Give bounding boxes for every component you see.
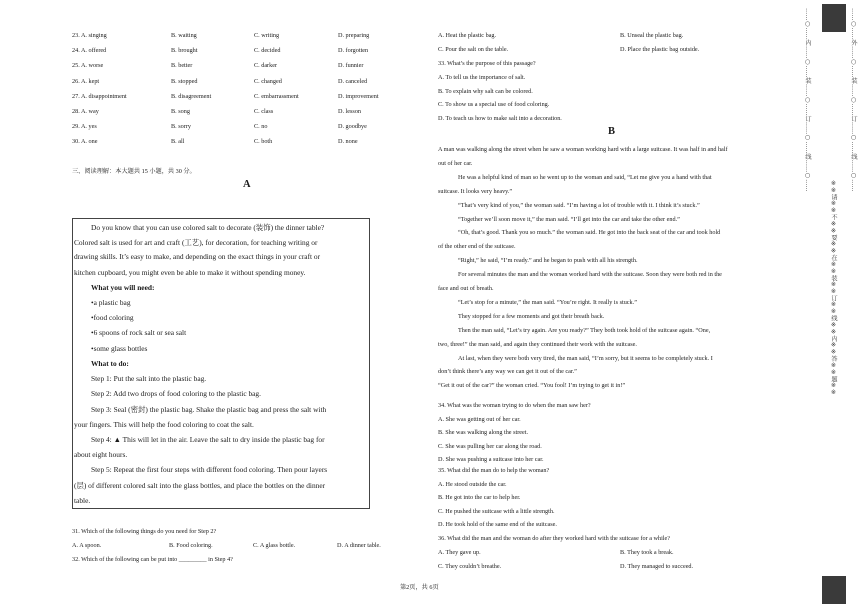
passage-a-line: What to do: <box>91 358 129 368</box>
passage-a-line: •food coloring <box>91 313 134 323</box>
passage-b-line: don’t think there’s any way we can get it out of the car.” <box>438 368 577 376</box>
option-d: D. preparing <box>338 32 370 39</box>
option-b: B. all <box>171 138 185 146</box>
question-35-option: C. He pushed the suitcase with a little strength. <box>438 507 555 515</box>
option-c: C. both <box>254 138 273 146</box>
passage-a-line: •6 spoons of rock salt or sea salt <box>91 328 187 338</box>
passage-a-line: drawing skills. It’s easy to make, and depending on the exact things in your craft or <box>74 252 321 262</box>
passage-a-line: Colored salt is used for art and craft (工艺), for decoration, for teaching writing or <box>74 238 318 248</box>
binding-dots-inner: ……○……内……○……装……○……订……○……线……○…… <box>804 8 811 192</box>
passage-b-line: Then the man said, “Let’s try again. Are you ready?” They both took hold of the suitcase again. “One, <box>458 326 711 334</box>
passage-b-line: of the other end of the suitcase. <box>438 243 516 251</box>
binding-dots-outer: ……○……外……○……装……○……订……○……线……○…… <box>850 8 857 192</box>
option-b: B. sorry <box>171 123 191 131</box>
option-a: 28. A. way <box>72 108 99 115</box>
page-footer: 第2页，共 6页 <box>400 584 439 591</box>
passage-a-line: •some glass bottles <box>91 343 148 353</box>
passage-b-line: out of her car. <box>438 159 473 167</box>
question-31-option: A. A spoon. <box>72 542 102 549</box>
binding-strip <box>822 0 846 608</box>
passage-a-title: A <box>243 179 251 190</box>
option-a: 29. A. yes <box>72 123 97 131</box>
question-36-option: C. They couldn’t breathe. <box>438 563 502 570</box>
passage-b-line: “Let’s stop for a minute,” the man said. “You’re right. It really is stuck.” <box>458 298 637 306</box>
passage-a-line: kitchen cupboard, you might even be able to make it without spending money. <box>74 267 306 277</box>
passage-b-line: “Get it out of the car?” the woman cried. “You fool! I’m trying to get it in!” <box>438 382 626 390</box>
question-33: 33. What’s the purpose of this passage? <box>438 60 536 67</box>
option-c: C. class <box>254 108 274 115</box>
option-a: 30. A. one <box>72 138 98 146</box>
passage-a-line: Step 4: ▲ This will let in the air. Leave the salt to dry inside the plastic bag for <box>91 434 325 444</box>
question-32-option: B. Unseal the plastic bag. <box>620 32 684 39</box>
option-b: B. brought <box>171 47 198 55</box>
question-32: 32. Which of the following can be put into _________ in Step 4? <box>72 556 233 563</box>
passage-b-title: B <box>608 126 616 137</box>
question-34-option: D. She was pushing a suitcase into her car. <box>438 456 544 463</box>
option-d: D. canceled <box>338 77 368 85</box>
question-31-option: C. A glass bottle. <box>253 542 296 549</box>
passage-b-line: suitcase. It looks very heavy.” <box>438 187 513 195</box>
passage-a-line: Step 1: Put the salt into the plastic bag. <box>91 374 207 383</box>
option-c: C. decided <box>254 47 281 55</box>
option-d: D. goodbye <box>338 123 367 131</box>
question-33-option: B. To explain why salt can be colored. <box>438 87 533 95</box>
passage-a-line: Step 5: Repeat the first four steps with different food coloring. Then pour layers <box>91 465 328 475</box>
question-31-option: D. A dinner table. <box>337 542 381 549</box>
question-35: 35. What did the man do to help the woman? <box>438 467 550 474</box>
option-a: 23. A. singing <box>72 32 107 39</box>
option-b: B. stopped <box>171 77 198 85</box>
question-35-option: A. He stood outside the car. <box>438 480 507 488</box>
question-33-option: C. To show us a special use of food coloring. <box>438 101 550 108</box>
passage-a-line: •a plastic bag <box>91 298 131 307</box>
question-36-option: D. They managed to succeed. <box>620 563 694 570</box>
question-34-option: B. She was walking along the street. <box>438 429 529 436</box>
question-31: 31. Which of the following things do you need for Step 2? <box>72 528 217 535</box>
question-31-option: B. Food coloring. <box>169 542 213 549</box>
option-a: 24. A. offered <box>72 47 107 55</box>
question-32-option: C. Pour the salt on the table. <box>438 46 509 53</box>
passage-a-line: What you will need: <box>91 282 155 292</box>
question-36-option: B. They took a break. <box>620 549 674 556</box>
question-34-option: A. She was getting out of her car. <box>438 415 521 423</box>
passage-b-line: “Oh, that’s good. Thank you so much.” the woman said. He got into the back seat of the car and took hold <box>458 229 721 237</box>
option-a: 25. A. worse <box>72 62 104 70</box>
passage-b-line: For several minutes the man and the woman worked hard with the suitcase. Soon they were both red in the <box>458 271 722 279</box>
passage-b-line: “That’s very kind of you,” the woman said. “I’m having a lot of trouble with it. I think it’s stuck.” <box>458 201 700 209</box>
option-d: D. forgotten <box>338 47 369 55</box>
option-b: B. waiting <box>171 32 197 39</box>
passage-a-line: (层) of different colored salt into the glass bottles, and place the bottles on the dinner <box>74 481 326 491</box>
passage-a-line: Step 2: Add two drops of food coloring to the plastic bag. <box>91 389 261 399</box>
binding-warning: ※※请※※不※※要※※在※※装※※订※※线※※内※※答※※题※※ <box>830 180 837 396</box>
passage-a-line: table. <box>74 495 91 505</box>
question-33-option: A. To tell us the importance of salt. <box>438 74 526 81</box>
section-heading: 三、阅读理解：本大题共 15 小题，共 30 分。 <box>72 168 196 175</box>
passage-b-line: He was a helpful kind of man so he went up to the woman and said, “Let me give you a hand with that <box>458 173 712 181</box>
option-d: D. improvement <box>338 92 379 100</box>
passage-a-line: your fingers. This will help the food coloring to coat the salt. <box>74 419 254 429</box>
passage-b-line: “Together we’ll soon move it,” the man said. “I’ll get into the car and take the other end.” <box>458 215 680 223</box>
question-35-option: B. He got into the car to help her. <box>438 494 521 501</box>
passage-b-line: At last, when they were both very tired, the man said, “I’m sorry, but it seems to be completely stuck. I <box>458 354 713 362</box>
option-c: C. changed <box>254 77 282 85</box>
option-c: C. no <box>254 123 268 131</box>
option-d: D. lesson <box>338 108 362 115</box>
question-36: 36. What did the man and the woman do after they worked hard with the suitcase for a while? <box>438 535 671 542</box>
question-36-option: A. They gave up. <box>438 549 481 556</box>
question-32-option: A. Heat the plastic bag. <box>438 32 497 39</box>
passage-b-line: “Right,” he said, “I’m ready.” and he began to push with all his strength. <box>458 257 638 265</box>
passage-a-line: Step 3: Seal (密封) the plastic bag. Shake the plastic bag and press the salt with <box>91 405 327 415</box>
option-a: 27. A. disappointment <box>72 92 127 100</box>
option-a: 26. A. kept <box>72 77 100 85</box>
passage-b-line: face and out of breath. <box>438 285 494 292</box>
passage-b-line: A man was walking along the street when he saw a woman working hard with a large suitcase. It was half in and half <box>438 146 728 153</box>
passage-a-line: about eight hours. <box>74 450 128 459</box>
passage-a-line: Do you know that you can use colored salt to decorate (装饰) the dinner table? <box>91 223 325 232</box>
option-c: C. darker <box>254 62 278 70</box>
option-d: D. none <box>338 138 358 146</box>
question-35-option: D. He took hold of the same end of the suitcase. <box>438 521 557 528</box>
option-c: C. embarrassment <box>254 92 299 100</box>
binding-block-bottom <box>822 576 846 604</box>
binding-block-top <box>822 4 846 32</box>
question-34: 34. What was the woman trying to do when the man saw her? <box>438 402 591 409</box>
option-b: B. song <box>171 108 190 115</box>
question-34-option: C. She was pulling her car along the road. <box>438 442 542 450</box>
question-32-option: D. Place the plastic bag outside. <box>620 46 700 53</box>
option-b: B. disagreement <box>171 92 212 100</box>
passage-b-line: They stopped for a few moments and got their breath back. <box>458 312 605 320</box>
option-c: C. writing <box>254 32 280 39</box>
question-33-option: D. To teach us how to make salt into a decoration. <box>438 114 562 122</box>
passage-b-line: two, three!” the man said, and again they continued their work with the suitcase. <box>438 340 637 348</box>
option-d: D. funnier <box>338 62 364 70</box>
option-b: B. better <box>171 62 193 70</box>
